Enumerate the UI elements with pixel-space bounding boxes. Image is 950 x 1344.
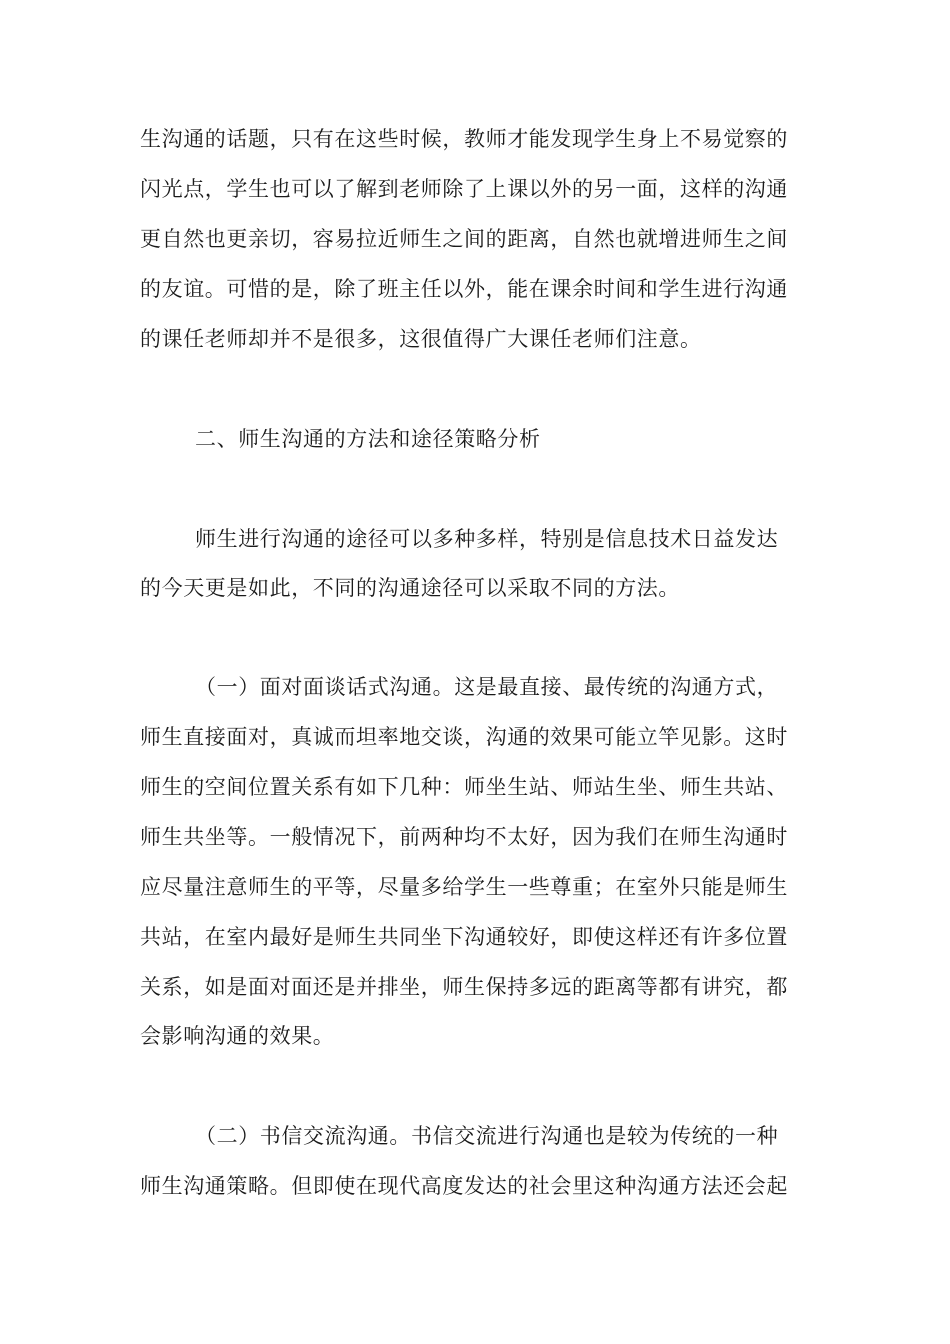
paragraph-3-line-1: （一）面对面谈话式沟通。这是最直接、最传统的沟通方式， [195,675,779,699]
paragraph-3-line-5: 应尽量注意师生的平等，尽量多给学生一些尊重；在室外只能是师生 [140,875,788,899]
paragraph-3-line-4: 师生共坐等。一般情况下，前两种均不太好，因为我们在师生沟通时 [140,825,788,849]
paragraph-2-line-2: 的今天更是如此，不同的沟通途径可以采取不同的方法。 [140,576,680,600]
paragraph-1-line-2: 闪光点，学生也可以了解到老师除了上课以外的另一面，这样的沟通 [140,177,788,201]
paragraph-3-line-3: 师生的空间位置关系有如下几种：师坐生站、师站生坐、师生共站、 [140,775,788,799]
paragraph-1-line-5: 的课任老师却并不是很多，这很值得广大课任老师们注意。 [140,327,702,351]
paragraph-3-line-2: 师生直接面对，真诚而坦率地交谈，沟通的效果可能立竿见影。这时 [140,725,788,749]
paragraph-1-line-3: 更自然也更亲切，容易拉近师生之间的距离，自然也就增进师生之间 [140,227,788,251]
paragraph-1-line-1: 生沟通的话题，只有在这些时候，教师才能发现学生身上不易觉察的 [140,127,788,151]
paragraph-4-line-2: 师生沟通策略。但即使在现代高度发达的社会里这种沟通方法还会起 [140,1174,788,1198]
paragraph-3-line-6: 共站，在室内最好是师生共同坐下沟通较好，即使这样还有许多位置 [140,925,788,949]
paragraph-3-line-7: 关系，如是面对面还是并排坐，师生保持多远的距离等都有讲究，都 [140,975,788,999]
paragraph-3-line-8: 会影响沟通的效果。 [140,1024,335,1048]
paragraph-4-line-1: （二）书信交流沟通。书信交流进行沟通也是较为传统的一种 [195,1124,779,1148]
section-heading: 二、师生沟通的方法和途径策略分析 [195,427,541,451]
paragraph-1-line-4: 的友谊。可惜的是，除了班主任以外，能在课余时间和学生进行沟通 [140,277,788,301]
paragraph-2-line-1: 师生进行沟通的途径可以多种多样，特别是信息技术日益发达 [195,527,779,551]
